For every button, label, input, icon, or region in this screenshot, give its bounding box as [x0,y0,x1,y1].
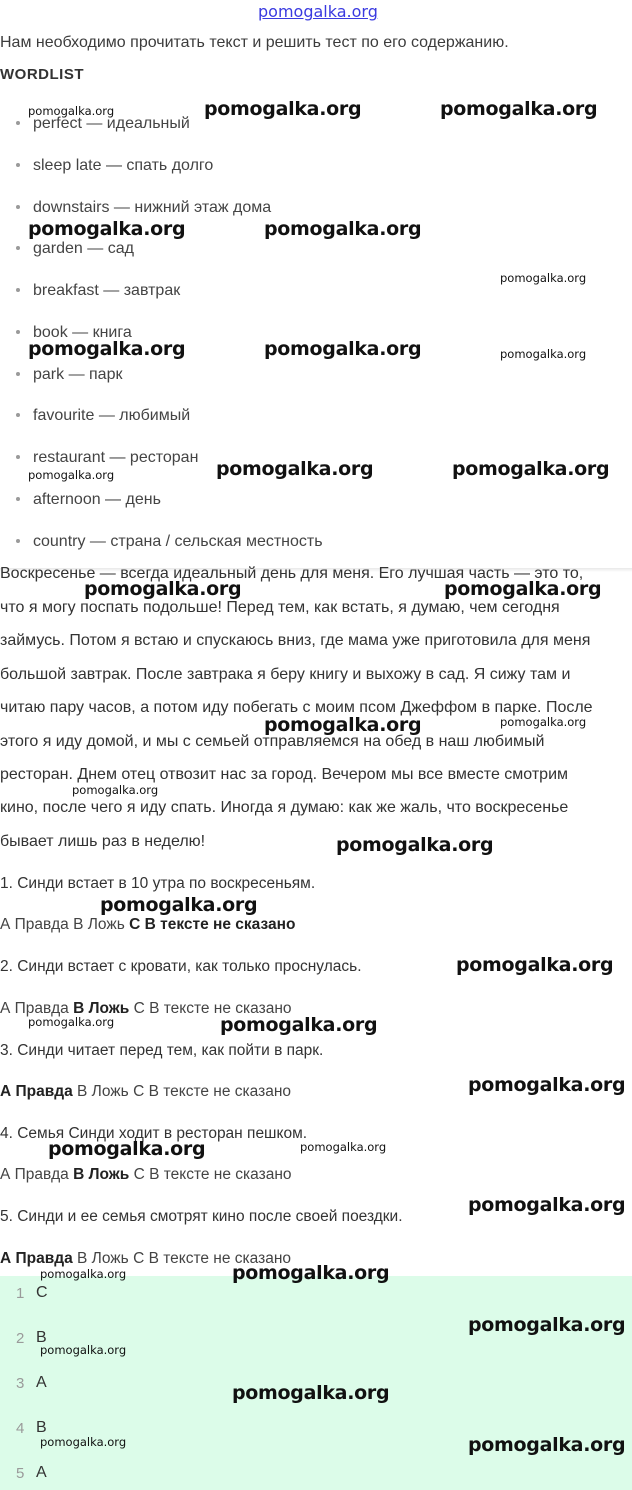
watermark: pomogalka.org [28,338,186,360]
question-1-options [0,916,295,934]
question-4: 4. Семья Синди ходит в ресторан пешком. [0,1125,308,1142]
watermark: pomogalka.org [264,714,422,736]
answer-value: A [36,1374,47,1391]
bullet-icon [16,413,20,417]
wordlist-item [16,407,190,425]
watermark: pomogalka.org [28,468,115,482]
answer-value: C [36,1284,48,1301]
bullet-icon [16,372,20,376]
wordlist-item-text: afternoon — день [33,491,161,508]
answer-number: 4 [16,1420,25,1437]
story-line: Воскресенье — всегда идеальный день для меня. Его лучшая часть — это то, [0,565,584,582]
watermark: pomogalka.org [48,1138,206,1160]
watermark: pomogalka.org [72,783,159,797]
watermark: pomogalka.org [28,218,186,240]
answer-number: 5 [16,1465,25,1482]
bullet-icon [16,163,20,167]
wordlist-item-text: park — парк [33,366,123,383]
story-line: этого я иду домой, и мы с семьей отправляемся на обед в наш любимый [0,733,545,750]
wordlist-item [16,449,198,467]
wordlist-item [16,157,213,175]
question-5: 5. Синди и ее семья смотрят кино после своей поездки. [0,1208,403,1225]
option-c[interactable]: С В тексте не сказано [133,1083,292,1100]
bullet-icon [16,539,20,543]
wordlist-item [16,366,122,384]
answer-value: B [36,1329,47,1346]
watermark: pomogalka.org [468,1194,626,1216]
watermark: pomogalka.org [216,458,374,480]
wordlist-item-text: book — книга [33,324,132,341]
answer-value: A [36,1464,47,1481]
question-3: 3. Синди читает перед тем, как пойти в парк. [0,1042,324,1059]
story-line: что я могу поспать подольше! Перед тем, как встать, я думаю, чем сегодня [0,599,560,616]
option-a-selected[interactable]: А Правда [0,1250,73,1267]
watermark: pomogalka.org [264,338,422,360]
watermark: pomogalka.org [456,954,614,976]
bullet-icon [16,455,20,459]
option-c[interactable]: С В тексте не сказано [133,1250,292,1267]
wordlist-item-text: breakfast — завтрак [33,282,181,299]
story-line: большой завтрак. После завтрака я беру книгу и выхожу в сад. Я сижу там и [0,666,571,683]
option-c[interactable]: С В тексте не сказано [133,1000,292,1017]
watermark: pomogalka.org [220,1014,378,1036]
watermark: pomogalka.org [40,1267,127,1281]
question-3-options [0,1083,291,1101]
wordlist-item [16,199,271,217]
top-watermark-link[interactable]: pomogalka.org [258,2,378,21]
watermark: pomogalka.org [468,1074,626,1096]
intro-text: Нам необходимо прочитать текст и решить тест по его содержанию. [0,34,509,51]
wordlist-item-text: country — страна / сельская местность [33,533,323,550]
watermark: pomogalka.org [500,347,587,361]
watermark: pomogalka.org [40,1343,127,1357]
watermark: pomogalka.org [336,834,494,856]
option-b[interactable]: В Ложь [73,916,125,933]
wordlist-item-text: perfect — идеальный [33,115,190,132]
bullet-icon [16,121,20,125]
wordlist-item [16,282,180,300]
option-b-selected[interactable]: В Ложь [73,1166,130,1183]
option-a-selected[interactable]: А Правда [0,1083,73,1100]
option-b[interactable]: В Ложь [77,1083,129,1100]
watermark: pomogalka.org [40,1435,127,1449]
story-line: займусь. Потом я встаю и спускаюсь вниз, где мама уже приготовила для меня [0,632,591,649]
watermark: pomogalka.org [100,894,258,916]
question-2: 2. Синди встает с кровати, как только проснулась. [0,958,362,975]
option-a[interactable]: А Правда [0,1166,69,1183]
wordlist-item [16,240,134,258]
wordlist-item-text: favourite — любимый [33,407,191,424]
watermark: pomogalka.org [28,104,115,118]
watermark: pomogalka.org [444,578,602,600]
bullet-icon [16,288,20,292]
option-a[interactable]: А Правда [0,1000,69,1017]
wordlist-item-text: restaurant — ресторан [33,449,199,466]
watermark: pomogalka.org [28,1015,115,1029]
watermark: pomogalka.org [232,1262,390,1284]
answer-number: 1 [16,1285,25,1302]
question-1: 1. Синди встает в 10 утра по воскресеньям. [0,875,316,892]
watermark: pomogalka.org [84,578,242,600]
watermark: pomogalka.org [468,1314,626,1336]
watermark: pomogalka.org [500,271,587,285]
watermark: pomogalka.org [500,715,587,729]
watermark: pomogalka.org [232,1382,390,1404]
answer-value: B [36,1419,47,1436]
story-line: кино, после чего я иду спать. Иногда я думаю: как же жаль, что воскресенье [0,799,569,816]
watermark: pomogalka.org [468,1434,626,1456]
option-b-selected[interactable]: В Ложь [73,1000,130,1017]
answer-number: 2 [16,1330,25,1347]
wordlist-title: WORDLIST [0,66,84,83]
wordlist-item [16,491,161,509]
story-line: читаю пару часов, а потом иду побегать с моим псом Джеффом в парке. После [0,699,593,716]
watermark: pomogalka.org [452,458,610,480]
option-a[interactable]: А Правда [0,916,69,933]
watermark: pomogalka.org [264,218,422,240]
wordlist-item-text: sleep late — спать долго [33,157,214,174]
wordlist-item-text: downstairs — нижний этаж дома [33,199,272,216]
watermark: pomogalka.org [204,98,362,120]
wordlist-item-text: garden — сад [33,240,134,257]
question-4-options [0,1166,292,1184]
story-line: ресторан. Днем отец отвозит нас за город. Вечером мы все вместе смотрим [0,766,569,783]
answer-number: 3 [16,1375,25,1392]
wordlist-item [16,533,323,551]
option-b[interactable]: В Ложь [77,1250,129,1267]
bullet-icon [16,246,20,250]
watermark: pomogalka.org [300,1140,387,1154]
bullet-icon [16,330,20,334]
option-c[interactable]: С В тексте не сказано [133,1166,292,1183]
watermark: pomogalka.org [440,98,598,120]
bullet-icon [16,205,20,209]
option-c-selected[interactable]: С В тексте не сказано [129,916,296,933]
story-line: бывает лишь раз в неделю! [0,833,206,850]
bullet-icon [16,497,20,501]
